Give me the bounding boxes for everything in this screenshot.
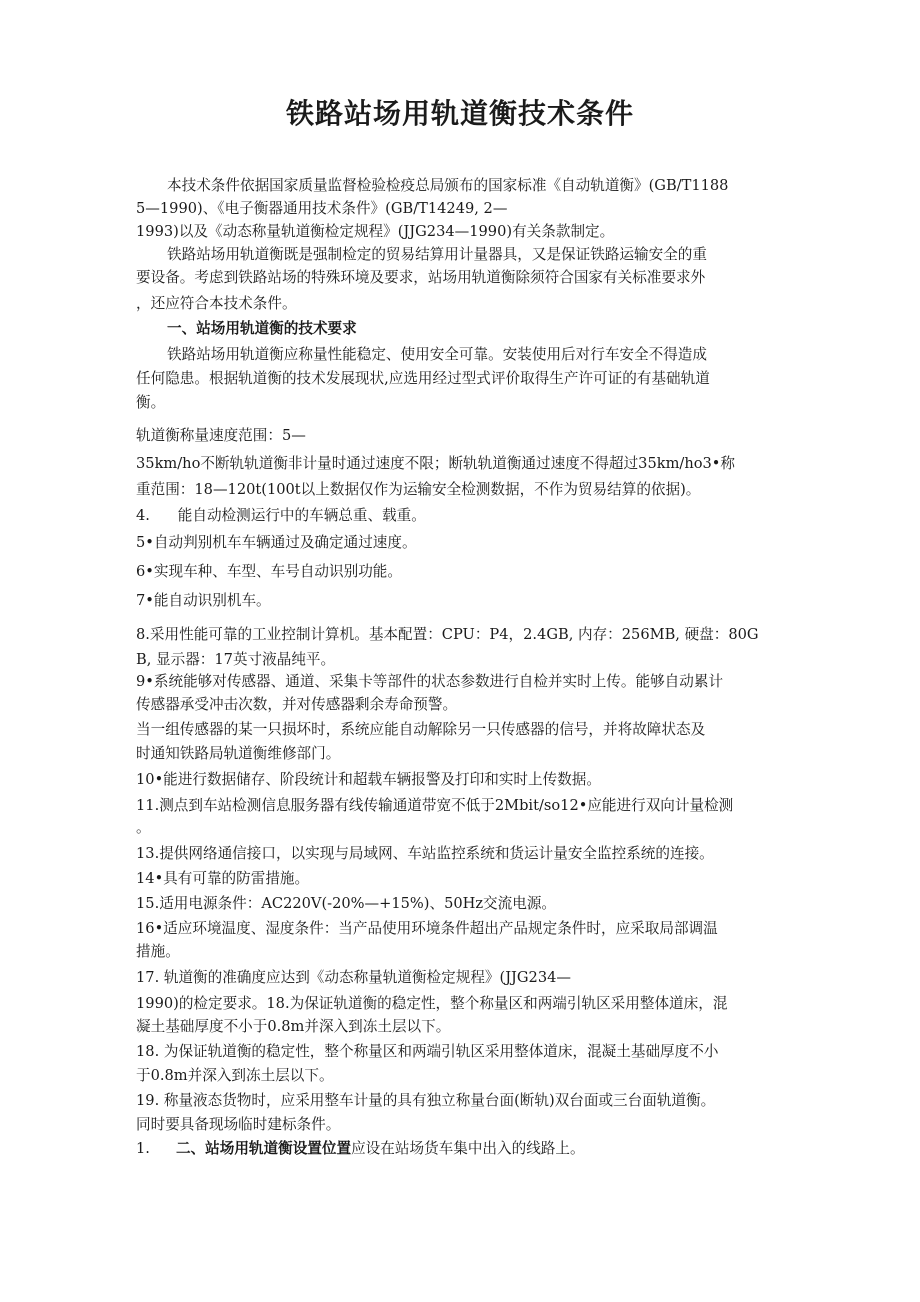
- paragraph-line: 1993)以及《动态称量轨道衡检定规程》(JJG234—1990)有关条款制定。: [136, 223, 615, 240]
- list-item: 13.提供网络通信接口，以实现与局域网、车站监控系统和货运计量安全监控系统的连接。: [136, 845, 714, 862]
- list-item: 18. 为保证轨道衡的稳定性，整个称量区和两端引轨区采用整体道床，混凝土基础厚度不小: [136, 1043, 719, 1060]
- list-item: 11.测点到车站检测信息服务器有线传输通道带宽不低于2Mbit/so12•应能进行双向计量检测: [136, 797, 734, 814]
- list-item: 17. 轨道衡的准确度应达到《动态称量轨道衡检定规程》(JJG234—: [136, 969, 572, 986]
- list-number: 1.: [136, 1140, 150, 1157]
- paragraph-text: 应设在站场货车集中出入的线路上。: [351, 1140, 585, 1157]
- paragraph-line: 时通知铁路局轨道衡维修部门。: [136, 745, 341, 762]
- paragraph-line: 35km/ho不断轨轨道衡非计量时通过速度不限；断轨轨道衡通过速度不得超过35km/ho3•称: [136, 455, 736, 472]
- list-item: 5•自动判别机车车辆通过及确定通过速度。: [136, 534, 417, 551]
- list-item: 19. 称量液态货物时，应采用整车计量的具有独立称量台面(断轨)双台面或三台面轨道衡。: [136, 1092, 716, 1109]
- section-heading: 一、站场用轨道衡的技术要求: [167, 320, 357, 337]
- list-item: 15.适用电源条件：AC220V(-20%—+15%)、50Hz交流电源。: [136, 895, 557, 912]
- paragraph-line: B, 显示器：17英寸液晶纯平。: [136, 651, 336, 668]
- list-item: 9•系统能够对传感器、通道、采集卡等部件的状态参数进行自检并实时上传。能够自动累计: [136, 673, 724, 690]
- paragraph-line: 。: [136, 819, 151, 836]
- list-item: 8.采用性能可靠的工业控制计算机。基本配置：CPU：P4，2.4GB, 内存：256MB, 硬盘：80G: [136, 626, 759, 643]
- list-item: 7•能自动识别机车。: [136, 592, 271, 609]
- list-item: 16•适应环境温度、湿度条件：当产品使用环境条件超出产品规定条件时，应采取局部调温: [136, 920, 718, 937]
- list-item: 14•具有可靠的防雷措施。: [136, 870, 310, 887]
- paragraph-line: 重范围：18—120t(100t以上数据仅作为运输安全检测数据，不作为贸易结算的依据)。: [136, 481, 701, 498]
- paragraph-line: 1990)的检定要求。18.为保证轨道衡的稳定性，整个称量区和两端引轨区采用整体道床，混: [136, 995, 728, 1012]
- page-title: 铁路站场用轨道衡技术条件: [285, 97, 634, 130]
- paragraph-line: 要设备。考虑到铁路站场的特殊环境及要求，站场用轨道衡除须符合国家有关标准要求外: [136, 269, 706, 286]
- paragraph-line: 铁路站场用轨道衡应称量性能稳定、使用安全可靠。安装使用后对行车安全不得造成: [167, 346, 707, 363]
- paragraph-line: 任何隐患。根据轨道衡的技术发展现状,应选用经过型式评价取得生产许可证的有基础轨道: [136, 370, 710, 387]
- paragraph-line: 当一组传感器的某一只损坏时，系统应能自动解除另一只传感器的信号，并将故障状态及: [136, 721, 706, 738]
- list-item: 10•能进行数据储存、阶段统计和超载车辆报警及打印和实时上传数据。: [136, 771, 601, 788]
- list-item: 4. 能自动检测运行中的车辆总重、载重。: [136, 507, 426, 524]
- paragraph-line: 传感器承受冲击次数，并对传感器剩余寿命预警。: [136, 696, 458, 713]
- paragraph-line: 同时要具备现场临时建标条件。: [136, 1116, 341, 1133]
- paragraph-line: 衡。: [136, 394, 166, 411]
- paragraph-line: 轨道衡称量速度范围：5—: [136, 427, 306, 444]
- paragraph-line: 措施。: [136, 943, 180, 960]
- paragraph-line: 本技术条件依据国家质量监督检验检疫总局颁布的国家标准《自动轨道衡》(GB/T1188: [167, 177, 729, 194]
- paragraph-line: 凝土基础厚度不小于0.8m并深入到冻土层以下。: [136, 1018, 451, 1035]
- final-list-item: [136, 1139, 585, 1159]
- paragraph-line: ，还应符合本技术条件。: [136, 295, 297, 312]
- paragraph-line: 于0.8m并深入到冻土层以下。: [136, 1067, 334, 1084]
- paragraph-line: 5—1990)、《电子衡器通用技术条件》(GB/T14249, 2—: [136, 200, 508, 217]
- list-item: 6•实现车种、车型、车号自动识别功能。: [136, 563, 402, 580]
- section-heading: 二、站场用轨道衡设置位置: [175, 1140, 352, 1157]
- paragraph-line: 铁路站场用轨道衡既是强制检定的贸易结算用计量器具，又是保证铁路运输安全的重: [167, 246, 707, 263]
